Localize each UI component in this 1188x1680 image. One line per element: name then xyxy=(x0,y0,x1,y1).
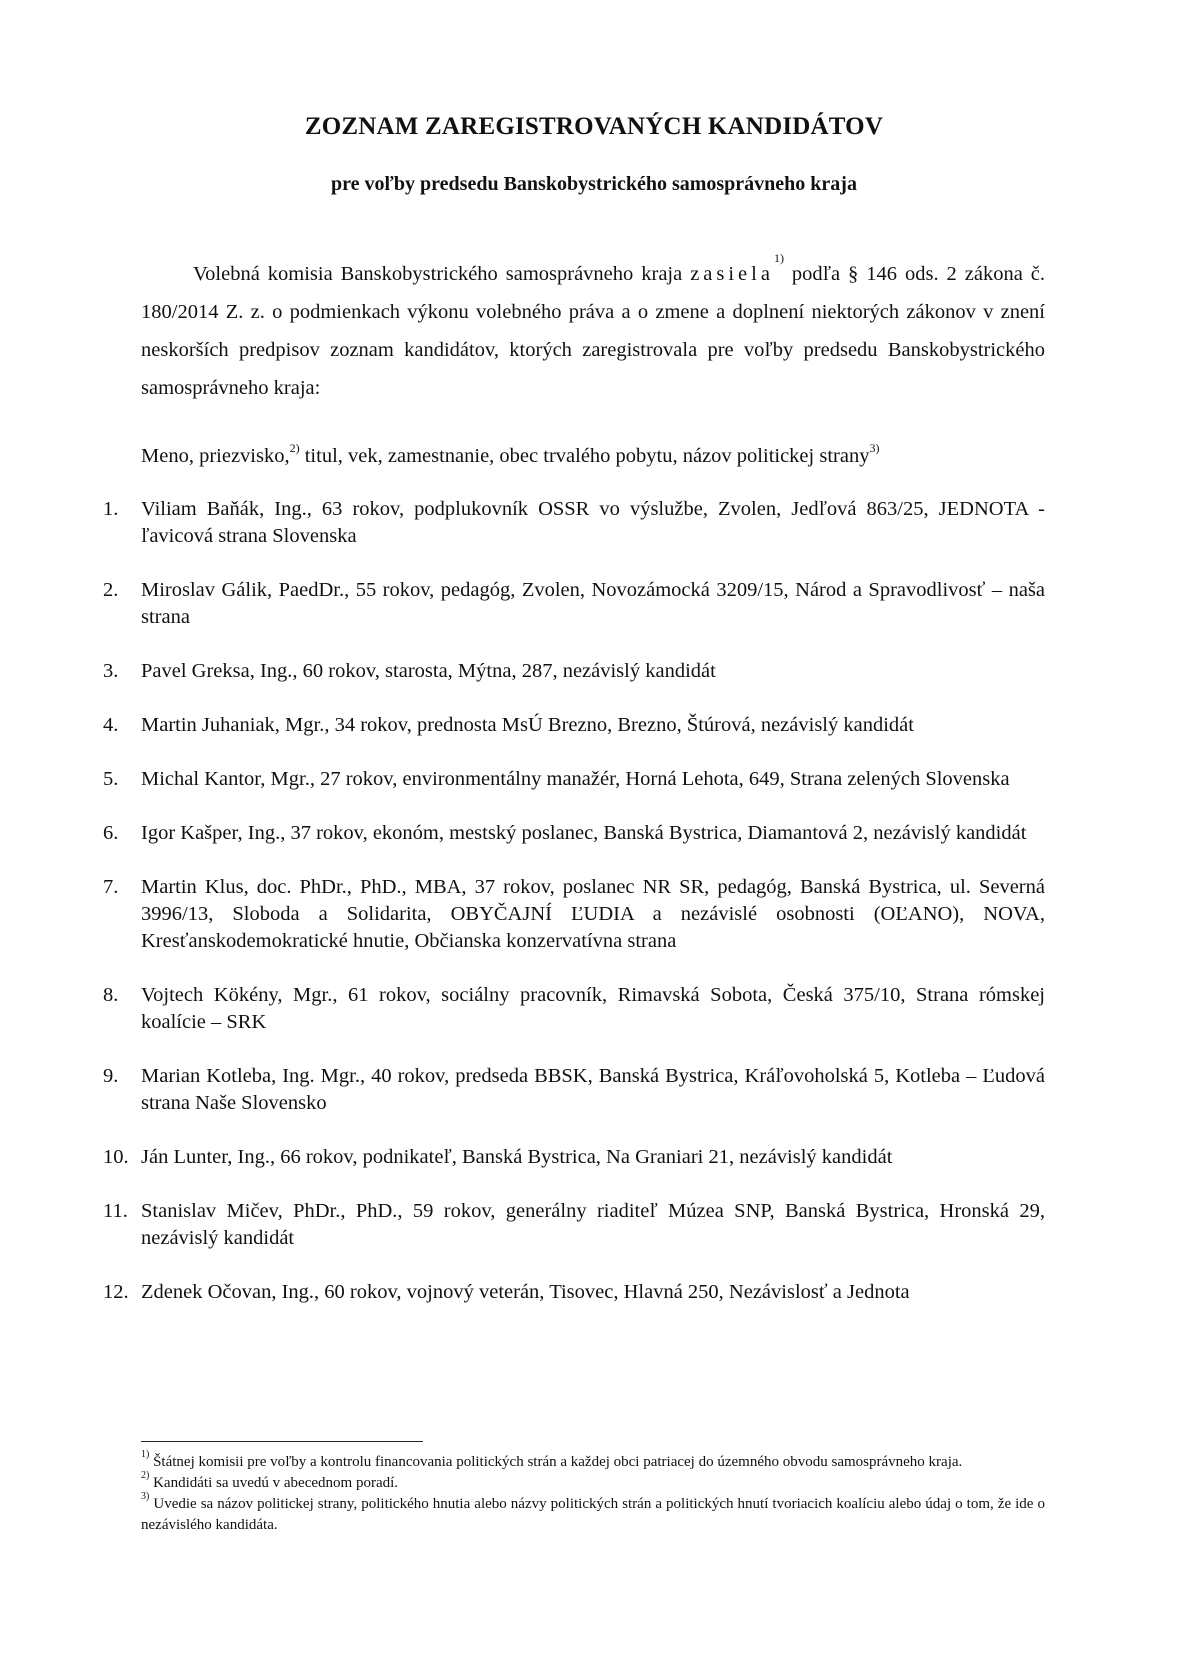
candidate-item xyxy=(0,766,1188,793)
fields-part-2: titul, vek, zamestnanie, obec trvalého pobytu, názov politickej strany xyxy=(299,445,870,467)
footnote-separator xyxy=(141,1441,423,1442)
candidate-number: 7. xyxy=(103,876,119,898)
document-title: ZOZNAM ZAREGISTROVANÝCH KANDIDÁTOV xyxy=(304,113,884,140)
candidate-item xyxy=(0,1279,1188,1306)
footnote-ref-1: 1) xyxy=(773,251,784,265)
intro-spaced-word: zasiela xyxy=(690,263,774,285)
candidate-text: Michal Kantor, Mgr., 27 rokov, environmentálny manažér, Horná Lehota, 649, Strana zelených Slovenska xyxy=(141,768,1010,790)
candidate-item xyxy=(0,982,1188,1036)
footnote-text: Kandidáti sa uvedú v abecednom poradí. xyxy=(153,1475,399,1491)
fields-part-1: Meno, priezvisko, xyxy=(141,445,290,467)
intro-text-before: Volebná komisia Banskobystrického samosprávneho kraja xyxy=(193,263,691,285)
footnote-mark: 1) xyxy=(141,1449,150,1460)
candidate-text: Pavel Greksa, Ing., 60 rokov, starosta, Mýtna, 287, nezávislý kandidát xyxy=(141,660,716,682)
candidate-list xyxy=(0,496,1188,1333)
candidate-text: Stanislav Mičev, PhDr., PhD., 59 rokov, generálny riaditeľ Múzea SNP, Banská Bystrica, Hronská 29, nezávislý kandidát xyxy=(141,1200,1045,1249)
candidate-text: Viliam Baňák, Ing., 63 rokov, podplukovník OSSR vo výslužbe, Zvolen, Jedľová 863/25, JEDNOTA - ľavicová strana Slovenska xyxy=(141,498,1045,547)
candidate-number: 12. xyxy=(103,1281,129,1303)
candidate-item xyxy=(0,577,1188,631)
candidate-item xyxy=(0,658,1188,685)
candidate-item xyxy=(0,874,1188,955)
footnote-mark: 2) xyxy=(141,1470,150,1481)
candidate-text: Miroslav Gálik, PaedDr., 55 rokov, pedagóg, Zvolen, Novozámocká 3209/15, Národ a Spravodlivosť – naša strana xyxy=(141,579,1045,628)
candidate-text: Martin Klus, doc. PhDr., PhD., MBA, 37 rokov, poslanec NR SR, pedagóg, Banská Bystrica, ul. Severná 3996/13, Sloboda a Solidarita, OBYČAJNÍ ĽUDIA a nezávislé osobnosti (OĽANO), NOVA, Kresťanskodemokratické hnutie, Občianska konzervatívna strana xyxy=(141,876,1045,952)
candidate-text: Igor Kašper, Ing., 37 rokov, ekonóm, mestský poslanec, Banská Bystrica, Diamantová 2, nezávislý kandidát xyxy=(141,822,1027,844)
candidate-item xyxy=(0,1063,1188,1117)
footnote-2 xyxy=(141,1470,1045,1494)
candidate-text: Zdenek Očovan, Ing., 60 rokov, vojnový veterán, Tisovec, Hlavná 250, Nezávislosť a Jednota xyxy=(141,1281,910,1303)
candidate-number: 2. xyxy=(103,579,119,601)
candidate-number: 9. xyxy=(103,1065,119,1087)
candidate-item xyxy=(0,820,1188,847)
candidate-text: Martin Juhaniak, Mgr., 34 rokov, prednosta MsÚ Brezno, Brezno, Štúrová, nezávislý kandidát xyxy=(141,714,914,736)
candidate-item xyxy=(0,712,1188,739)
footnote-text: Štátnej komisii pre voľby a kontrolu financovania politických strán a každej obci patriacej do územného obvodu samosprávneho kraja. xyxy=(153,1454,963,1470)
candidate-number: 11. xyxy=(103,1200,128,1222)
fields-description xyxy=(141,441,1045,468)
candidate-text: Ján Lunter, Ing., 66 rokov, podnikateľ, Banská Bystrica, Na Graniari 21, nezávislý kandidát xyxy=(141,1146,893,1168)
candidate-item xyxy=(0,496,1188,550)
footnote-ref-3: 3) xyxy=(869,441,880,455)
candidate-number: 6. xyxy=(103,822,119,844)
footnote-1 xyxy=(141,1449,1045,1473)
footnote-ref-2: 2) xyxy=(289,441,300,455)
intro-paragraph xyxy=(141,251,1045,407)
document-subtitle: pre voľby predsedu Banskobystrického samosprávneho kraja xyxy=(331,173,857,195)
candidate-item xyxy=(0,1144,1188,1171)
candidate-text: Vojtech Kökény, Mgr., 61 rokov, sociálny pracovník, Rimavská Sobota, Česká 375/10, Strana rómskej koalície – SRK xyxy=(141,984,1045,1033)
candidate-item xyxy=(0,1198,1188,1252)
footnote-mark: 3) xyxy=(141,1491,150,1502)
footnote-3 xyxy=(141,1491,1045,1536)
candidate-number: 10. xyxy=(103,1146,129,1168)
candidate-number: 4. xyxy=(103,714,119,736)
candidate-number: 3. xyxy=(103,660,119,682)
footnote-text: Uvedie sa názov politickej strany, politického hnutia alebo názvy politických strán a politických hnutí tvoriacich koalíciu alebo údaj o tom, že ide o nezávislého kandidáta. xyxy=(141,1496,1045,1533)
candidate-number: 1. xyxy=(103,498,119,520)
candidate-number: 5. xyxy=(103,768,119,790)
candidate-number: 8. xyxy=(103,984,119,1006)
footnotes xyxy=(141,1449,1045,1536)
candidate-text: Marian Kotleba, Ing. Mgr., 40 rokov, predseda BBSK, Banská Bystrica, Kráľovoholská 5, Kotleba – Ľudová strana Naše Slovensko xyxy=(141,1065,1045,1114)
intro-text-after: podľa § 146 ods. 2 zákona č. 180/2014 Z. z. o podmienkach výkonu volebného práva a o zmene a doplnení niektorých zákonov v znení neskorších predpisov zoznam kandidátov, ktorých zaregistrovala pre voľby predsedu Banskobystrického samosprávneho kraja: xyxy=(141,263,1045,399)
